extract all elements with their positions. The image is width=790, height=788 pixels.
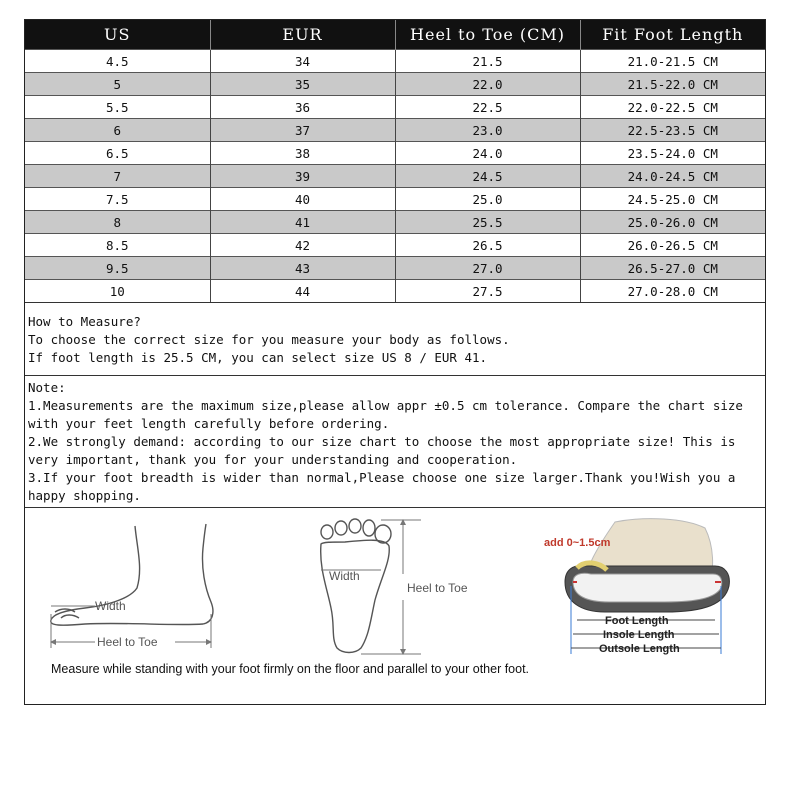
table-cell: 7: [25, 165, 210, 188]
shoe-section-drawing: [565, 519, 729, 612]
note-item-2: 2.We strongly demand: according to our size chart to choose the most appropriate size! This is very important, thank you for your understanding and cooperation.: [28, 434, 736, 467]
table-row: [25, 142, 765, 165]
sole-foot-drawing: [321, 519, 391, 653]
table-cell: 42: [210, 234, 395, 257]
note-item-3: 3.If your foot breadth is wider than normal,Please choose one size larger.Thank you!Wish you a happy shopping.: [28, 470, 736, 503]
table-cell: 35: [210, 73, 395, 96]
table-cell: 26.0-26.5 CM: [580, 234, 765, 257]
table-header-row: [25, 20, 765, 50]
table-cell: 41: [210, 211, 395, 234]
table-cell: 27.0-28.0 CM: [580, 280, 765, 303]
table-cell: 22.5: [395, 96, 580, 119]
header-fit-foot-length: Fit Foot Length: [580, 20, 765, 50]
table-cell: 24.0: [395, 142, 580, 165]
table-cell: 8.5: [25, 234, 210, 257]
table-cell: 27.5: [395, 280, 580, 303]
table-cell: 22.0-22.5 CM: [580, 96, 765, 119]
table-row: [25, 188, 765, 211]
table-cell: 36: [210, 96, 395, 119]
outsole-length-label: Outsole Length: [599, 643, 680, 655]
table-cell: 25.0-26.0 CM: [580, 211, 765, 234]
table-cell: 22.0: [395, 73, 580, 96]
side-foot-drawing: [51, 524, 213, 625]
table-cell: 10: [25, 280, 210, 303]
size-table-body: [25, 50, 765, 303]
side-width-label: Width: [95, 599, 126, 613]
table-row: [25, 211, 765, 234]
table-cell: 40: [210, 188, 395, 211]
size-table: [25, 20, 765, 302]
table-cell: 24.5: [395, 165, 580, 188]
table-cell: 4.5: [25, 50, 210, 73]
header-us: US: [25, 20, 210, 50]
table-cell: 7.5: [25, 188, 210, 211]
measurement-illustration: [25, 507, 765, 704]
table-row: [25, 96, 765, 119]
table-cell: 5: [25, 73, 210, 96]
table-cell: 39: [210, 165, 395, 188]
how-to-measure-line-1: To choose the correct size for you measure your body as follows.: [28, 332, 510, 347]
table-row: [25, 257, 765, 280]
table-cell: 26.5: [395, 234, 580, 257]
how-to-measure-title: How to Measure?: [28, 314, 141, 329]
table-cell: 25.5: [395, 211, 580, 234]
header-eur: EUR: [210, 20, 395, 50]
table-cell: 43: [210, 257, 395, 280]
table-cell: 6: [25, 119, 210, 142]
table-row: [25, 234, 765, 257]
table-cell: 8: [25, 211, 210, 234]
table-cell: 24.0-24.5 CM: [580, 165, 765, 188]
how-to-measure-line-2: If foot length is 25.5 CM, you can select size US 8 / EUR 41.: [28, 350, 488, 365]
table-row: [25, 280, 765, 303]
table-cell: 6.5: [25, 142, 210, 165]
table-row: [25, 165, 765, 188]
table-cell: 5.5: [25, 96, 210, 119]
side-heel-to-toe-label: Heel to Toe: [97, 635, 158, 649]
measurement-caption: Measure while standing with your foot firmly on the floor and parallel to your other foot.: [51, 662, 530, 676]
table-row: [25, 73, 765, 96]
table-cell: 26.5-27.0 CM: [580, 257, 765, 280]
table-cell: 23.5-24.0 CM: [580, 142, 765, 165]
table-cell: 38: [210, 142, 395, 165]
table-cell: 21.5: [395, 50, 580, 73]
table-cell: 27.0: [395, 257, 580, 280]
table-cell: 23.0: [395, 119, 580, 142]
insole-length-label: Insole Length: [603, 629, 675, 641]
table-cell: 22.5-23.5 CM: [580, 119, 765, 142]
table-cell: 44: [210, 280, 395, 303]
sole-heel-to-toe-label: Heel to Toe: [407, 581, 468, 595]
note-title: Note:: [28, 380, 66, 395]
how-to-measure-section: [25, 302, 765, 375]
table-cell: 34: [210, 50, 395, 73]
table-cell: 25.0: [395, 188, 580, 211]
note-item-1: 1.Measurements are the maximum size,please allow appr ±0.5 cm tolerance. Compare the chart size with your feet length carefully before ordering.: [28, 398, 743, 431]
size-chart-panel: [24, 19, 766, 705]
table-row: [25, 119, 765, 142]
table-cell: 9.5: [25, 257, 210, 280]
foot-length-label: Foot Length: [605, 615, 669, 627]
table-cell: 24.5-25.0 CM: [580, 188, 765, 211]
table-cell: 21.5-22.0 CM: [580, 73, 765, 96]
table-row: [25, 50, 765, 73]
sole-width-label: Width: [329, 569, 360, 583]
add-tolerance-label: add 0~1.5cm: [544, 537, 611, 549]
table-cell: 21.0-21.5 CM: [580, 50, 765, 73]
note-section: [25, 375, 765, 507]
table-cell: 37: [210, 119, 395, 142]
header-heel-to-toe: Heel to Toe (CM): [395, 20, 580, 50]
